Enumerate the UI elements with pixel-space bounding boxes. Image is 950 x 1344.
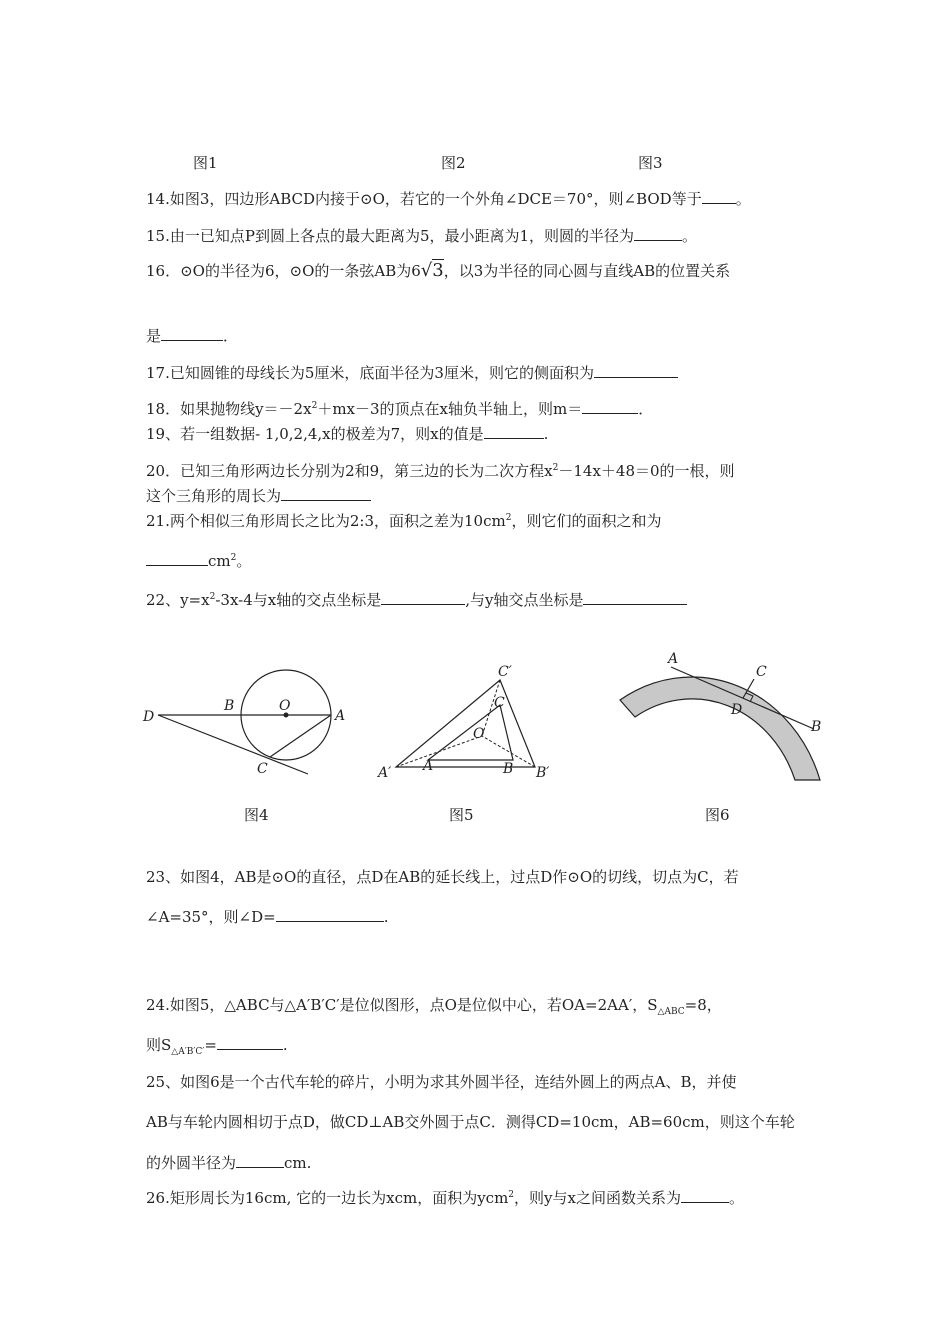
caption-fig4: 图4: [244, 806, 269, 824]
fig6-label-c: C: [756, 664, 767, 680]
question-21-cont: $cm^2$。: [146, 550, 251, 571]
question-20: 20．已知三角形两边长分别为2和9，第三边的长为二次方程$x^2-14x+48=0$的一根，则: [146, 462, 735, 480]
question-26: 26.矩形周长为16cm, 它的一边长为xcm，面积为ycm$^2$，则y与x之间函数关系为 。: [146, 1189, 744, 1207]
question-23: 23、如图4，AB是⊙O的直径，点D在AB的延长线上，过点D作⊙O的切线，切点为C，若: [146, 868, 739, 886]
question-18: 18．如果抛物线$y=-2x^2+mx-3$的顶点在x轴负半轴上，则m＝ ．: [146, 400, 654, 418]
question-17: 17.已知圆锥的母线长为5厘米，底面半径为3厘米，则它的侧面积为: [146, 362, 678, 383]
fig5-label-b-prime: B′: [536, 765, 550, 781]
question-16: 16．⊙O的半径为6，⊙O的一条弦AB为6√3，以3为半径的同心圆与直线AB的位置关系: [146, 260, 731, 281]
fig4-label-c: C: [257, 761, 268, 777]
question-14: 14.如图3，四边形ABCD内接于⊙O，若它的一个外角∠DCE＝70°，则∠BOD等于 。: [146, 190, 751, 208]
caption-fig1: 图1: [193, 154, 218, 172]
question-21: 21.两个相似三角形周长之比为2:3，面积之差为$10cm^2$，则它们的面积之和为: [146, 512, 662, 530]
sqrt-symbol: √3: [420, 260, 444, 281]
question-23-cont: ∠A=35°，则∠D= .: [146, 908, 389, 926]
fig5-inner-triangle: [428, 705, 513, 760]
fig4-tangent: [158, 715, 308, 774]
fig6-label-d: D: [731, 702, 743, 718]
question-25-cont1: AB与车轮内圆相切于点D，做CD⊥AB交外圆于点C．测得CD=10cm，AB=60cm，则这个车轮: [146, 1113, 795, 1131]
fig6-label-b: B: [811, 719, 822, 735]
caption-fig6: 图6: [705, 806, 730, 824]
fig5-label-a: A: [423, 758, 434, 774]
figure-5: [370, 660, 570, 785]
question-22: 22、$y=x^2-3x-4$与x轴的交点坐标是 ,与y轴交点坐标是: [146, 589, 687, 610]
fig4-label-b: B: [224, 698, 235, 714]
question-24: 24.如图5，△ABC与△A′B′C′是位似图形，点O是位似中心，若OA=2AA′，$S_{\triangle ABC}=8$，: [146, 996, 722, 1017]
question-19: 19、若一组数据- 1,0,2,4,x的极差为7，则x的值是 .: [146, 425, 549, 443]
fig4-chord-ac: [270, 715, 331, 757]
fig5-outer-triangle: [396, 680, 535, 767]
fig6-label-a: A: [668, 651, 679, 667]
question-20-cont: 这个三角形的周长为: [146, 485, 371, 506]
fig5-label-a-prime: A′: [378, 765, 392, 781]
fig6-wheel-fragment: [620, 677, 820, 780]
fig4-label-d: D: [143, 709, 155, 725]
question-25-cont2: 的外圆半径为 cm.: [146, 1154, 312, 1172]
caption-fig5: 图5: [449, 806, 474, 824]
question-15: 15.由一已知点P到圆上各点的最大距离为5，最小距离为1，则圆的半径为 。: [146, 227, 698, 245]
figure-4: [140, 640, 370, 790]
question-24-cont: 则$S_{\triangle A'B'C'}=$ .: [146, 1036, 288, 1057]
caption-fig2: 图2: [441, 154, 466, 172]
fig5-ray-a: [396, 736, 482, 767]
fig5-label-o: O: [473, 726, 485, 742]
question-16-cont: 是 ．: [146, 327, 239, 345]
fig4-label-o: O: [279, 698, 291, 714]
fig5-label-c: C: [494, 695, 505, 711]
fig5-label-b: B: [503, 761, 514, 777]
fig4-label-a: A: [335, 708, 346, 724]
caption-fig3: 图3: [638, 154, 663, 172]
fig5-label-c-prime: C′: [498, 664, 512, 680]
question-25: 25、如图6是一个古代车轮的碎片，小明为求其外圆半径，连结外圆上的两点A、B，并使: [146, 1073, 737, 1091]
figure-6: [605, 645, 835, 790]
